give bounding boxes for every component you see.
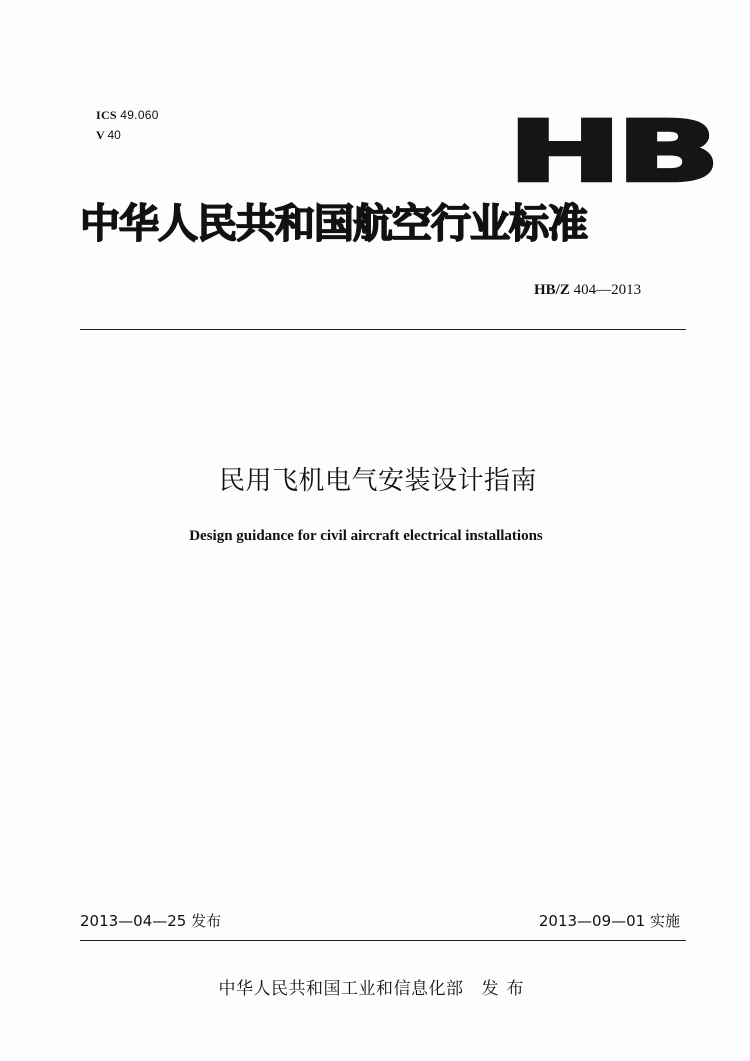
bottom-divider bbox=[80, 940, 686, 941]
ccs-code: 40 bbox=[107, 128, 121, 142]
top-divider bbox=[80, 329, 686, 330]
standard-code bbox=[534, 282, 641, 299]
ccs-classification bbox=[96, 128, 121, 143]
standard-code-prefix: HB/Z bbox=[534, 282, 570, 298]
document-title-chinese: 民用飞机电气安装设计指南 bbox=[218, 466, 537, 496]
publisher-name: 中华人民共和国工业和信息化部 bbox=[218, 979, 464, 999]
publisher-action: 发布 bbox=[481, 979, 532, 999]
hb-logo: HB bbox=[508, 102, 715, 201]
ccs-label: V bbox=[96, 128, 105, 142]
implementation-date: 2013—09—01 实施 bbox=[538, 912, 680, 930]
ics-label: ICS bbox=[96, 108, 117, 122]
document-title-english: Design guidance for civil aircraft electrical installations bbox=[189, 528, 543, 544]
ics-code: 49.060 bbox=[120, 108, 159, 122]
publisher-line bbox=[0, 974, 750, 999]
ics-classification bbox=[96, 108, 159, 123]
issue-date: 2013—04—25 发布 bbox=[80, 912, 222, 930]
standard-code-number: 404—2013 bbox=[573, 282, 642, 298]
standard-title: 中华人民共和国航空行业标准 bbox=[80, 201, 587, 247]
